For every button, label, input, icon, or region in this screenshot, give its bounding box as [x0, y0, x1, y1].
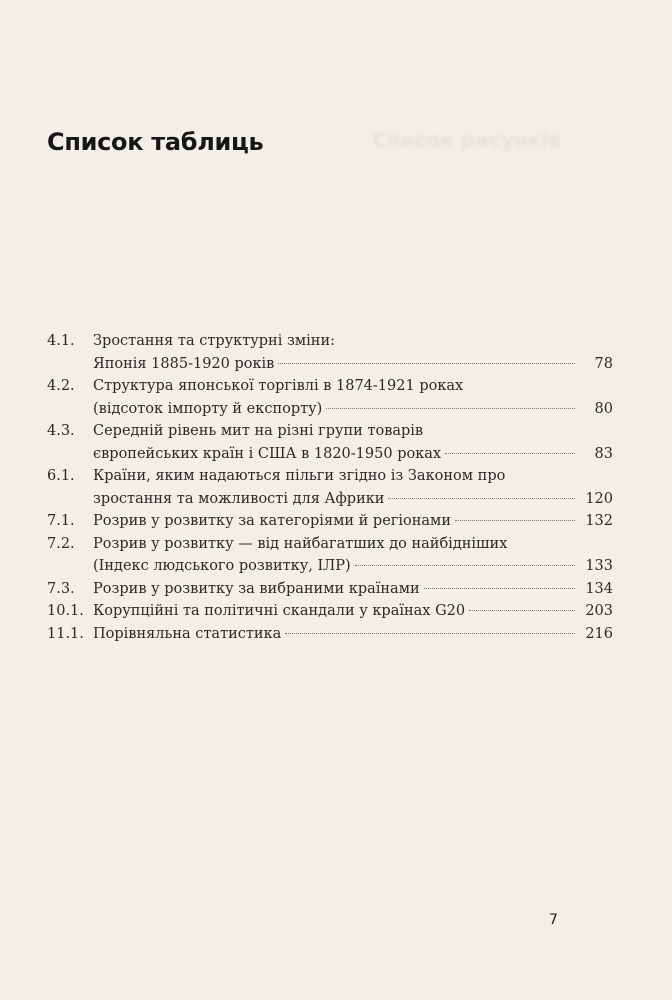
dot-leader [285, 633, 575, 634]
entry-page-number: 83 [594, 445, 613, 462]
entry-number: 4.1. [47, 333, 75, 349]
entry-body [93, 578, 613, 601]
dot-leader [469, 610, 575, 611]
entry-page-number: 134 [585, 580, 613, 597]
entry-page-number: 78 [594, 355, 613, 372]
entry-body [93, 600, 613, 623]
entry-number: 7.3. [47, 580, 75, 597]
page-number: 7 [549, 912, 558, 928]
dot-leader [455, 520, 575, 521]
entry-page-number: 120 [585, 490, 613, 507]
entry-title-line: Порівняльна статистика [93, 625, 282, 642]
entry-title-line: Країни, яким надаються пільги згідно із Законом про [93, 468, 506, 484]
toc-entry [47, 623, 613, 646]
entry-title-line: Японія 1885-1920 років [93, 355, 275, 372]
entry-title-line: Корупційні та політичні скандали у країнах G20 [93, 603, 466, 619]
entry-page-number: 80 [594, 400, 613, 417]
entry-number: 11.1. [47, 625, 84, 642]
entry-body [93, 510, 613, 533]
entry-title-line: (відсоток імпорту й експорту) [93, 400, 323, 417]
entry-number: 4.3. [47, 423, 75, 439]
entry-number: 10.1. [47, 603, 84, 619]
entry-title-line: європейських країн і США в 1820-1950 роках [93, 445, 442, 462]
toc-entry [47, 510, 613, 533]
entry-title-line: зростання та можливості для Африки [93, 490, 385, 507]
page-title: Список таблиць [47, 128, 264, 156]
dot-leader [445, 453, 575, 454]
entry-title-line: Структура японської торгівлі в 1874-1921 роках [93, 378, 464, 394]
entry-title-line: Зростання та структурні зміни: [93, 333, 335, 349]
entry-title-line: Розрив у розвитку — від найбагатших до найбідніших [93, 535, 508, 552]
entry-title-line: (Індекс людського розвитку, ІЛР) [93, 558, 351, 574]
entry-title-line: Розрив у розвитку за вибраними країнами [93, 580, 420, 597]
entry-number: 7.2. [47, 535, 75, 552]
entry-body [93, 420, 613, 465]
entry-body [93, 375, 613, 420]
toc-entry [47, 600, 613, 623]
entry-page-number: 203 [585, 603, 613, 619]
entry-number: 6.1. [47, 468, 75, 484]
toc-entry [47, 375, 613, 420]
entry-body [93, 623, 613, 646]
entry-number: 7.1. [47, 513, 75, 529]
dot-leader [355, 565, 575, 566]
toc-entry [47, 465, 613, 510]
table-list [47, 330, 613, 645]
entry-page-number: 216 [585, 625, 613, 642]
entry-number: 4.2. [47, 378, 75, 394]
dot-leader [326, 408, 575, 409]
entry-title-line: Середній рівень мит на різні групи товарів [93, 423, 424, 439]
dot-leader [278, 363, 575, 364]
entry-page-number: 132 [585, 513, 613, 529]
entry-page-number: 133 [585, 558, 613, 574]
toc-entry [47, 330, 613, 375]
entry-body [93, 330, 613, 375]
toc-entry [47, 533, 613, 578]
show-through-heading: Список рисунків [372, 128, 561, 152]
entry-body [93, 533, 613, 578]
entry-title-line: Розрив у розвитку за категоріями й регіонами [93, 513, 451, 529]
dot-leader [424, 588, 575, 589]
dot-leader [388, 498, 575, 499]
toc-entry [47, 578, 613, 601]
toc-entry [47, 420, 613, 465]
entry-body [93, 465, 613, 510]
